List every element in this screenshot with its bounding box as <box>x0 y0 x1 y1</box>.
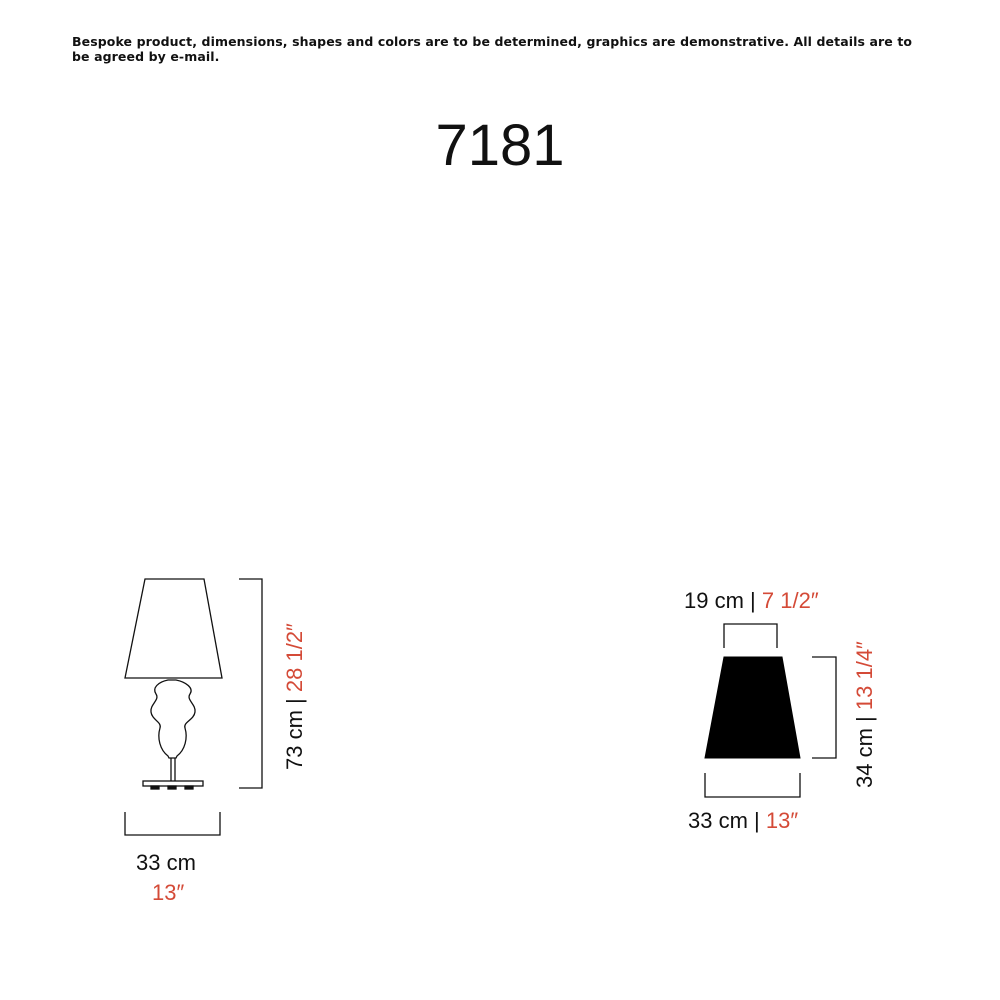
shade-height-in: 13 1/4″ <box>852 641 877 711</box>
shade-top-dimension-line <box>724 624 777 648</box>
model-number: 7181 <box>435 113 565 178</box>
lamp-base <box>143 781 203 786</box>
lamp-height-separator: | <box>282 698 307 704</box>
shade-bottom-label <box>688 808 798 834</box>
lampshade-silhouette <box>705 657 800 758</box>
shade-height-separator: | <box>852 716 877 722</box>
lamp-height-dimension-line <box>239 579 262 788</box>
shade-top-in: 7 1/2″ <box>761 588 819 613</box>
lamp-width-in: 13″ <box>152 880 185 905</box>
shade-top-separator: | <box>750 588 756 613</box>
shade-height-dimension-line <box>812 657 836 758</box>
lamp-width-cm: 33 cm <box>136 850 196 875</box>
lamp-width-dimension-line <box>125 812 220 835</box>
lamp-glass-body <box>151 680 195 758</box>
shade-bottom-cm: 33 cm <box>688 808 748 833</box>
table-lamp-illustration <box>125 579 222 789</box>
shade-height-cm: 34 cm <box>852 728 877 788</box>
shade-height-label <box>852 641 878 788</box>
lamp-height-cm: 73 cm <box>282 710 307 770</box>
shade-bottom-in: 13″ <box>765 808 799 833</box>
lamp-shade-outline <box>125 579 222 678</box>
disclaimer-text: Bespoke product, dimensions, shapes and colors are to be determined, graphics are demonstrative. All details are to be agreed by e-mail. <box>72 34 913 64</box>
lamp-height-in: 28 1/2″ <box>282 623 307 693</box>
shade-top-label <box>684 588 819 614</box>
shade-bottom-dimension-line <box>705 773 800 797</box>
shade-bottom-separator: | <box>754 808 760 833</box>
lamp-height-label <box>282 623 308 770</box>
shade-top-cm: 19 cm <box>684 588 744 613</box>
